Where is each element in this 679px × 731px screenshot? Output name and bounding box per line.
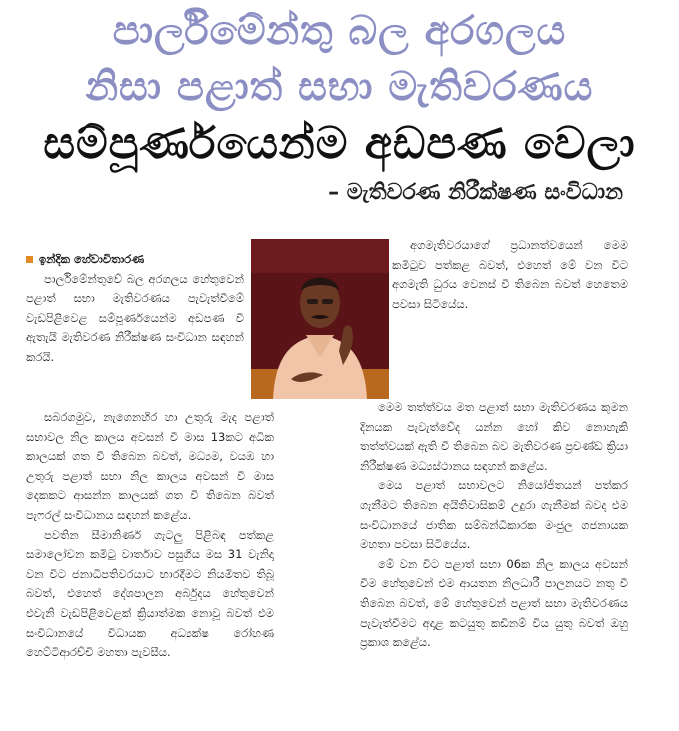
paragraph: මෙම තත්ත්වය මත පළාත් සභා මැතිවරණය කුමන දිනයක පැවැත්වේද යන්න හෝ කිව නොහැකි තත්ත්වයක් ඇති වී තිබෙන බව මැතිවරණ ප්‍රචණ්ඩ ක්‍රියා නිරීක්ෂණ මධ්‍යස්ථානය සඳහන් කළේය.	[360, 400, 628, 473]
column-1-lower	[26, 408, 274, 663]
byline: – මැතිවරණ නිරීක්ෂණ සංවිධාන	[328, 180, 623, 205]
author-marker-icon	[26, 256, 33, 263]
headline-line-3: සම්පූර්ණයෙන්ම අඩපණ වෙලා	[43, 118, 636, 169]
paragraph: අගමැතිවරයාගේ ප්‍රධානත්වයෙන් මෙම කමිටුව පත්කළ බවත්, එහෙත් මේ වන විට අගමැති ධුරය වෙනස් වී තිබෙන බවත් හෙතෙම පවසා සිටියේය.	[392, 238, 628, 311]
headline-line-1: පාර්ලිමේන්තු බල අරගලය	[112, 8, 567, 54]
paragraph: පවතින සීමානිර්ණ ගැටලු පිළිබඳ පත්කළ සමාලෝචන කමිටු වාර්තාව පසුගිය මස 31 වැනිදා වන විට ජනාධිපතිවරයාට භාරදීමට නියමිතව තිබූ බවත්, එහෙත් දේශපාලන අර්බුදය හේතුවෙන් එවැනි වැඩපිළිවෙළක් ක්‍රියාත්මක නොවූ බවත් එම සංවිධානයේ විධායක අධ්‍යක්ෂ රෝහණ හෙට්ටිආරච්චි මහතා පැවසීය.	[26, 527, 274, 660]
paragraph: සබරගමුව, නැගෙනහිර හා උතුරු මැද පළාත් සභාවල නිල කාලය අවසන් වී මාස 13කට අධික කාලයක් ගත වී තිබෙන බවත්, මධ්‍යම, වයඹ හා උතුරු පළාත් සභා නිල කාලය අවසන් වී මාස දෙකකට ආසන්න කාලයක් ගත වී තිබෙන බවත් පැෆරල් සංවිධානය සඳහන් කළේය.	[26, 410, 274, 522]
paragraph: පාර්ලිමේන්තුවේ බල අරගලය හේතුවෙන් පළාත් සභා මැතිවරණය පැවැත්වීමේ වැඩපිළිවෙළ සම්පූර්ණයෙන්ම අඩපණ වී ඇතැයි මැතිවරණ නිරීක්ෂණ සංවිධාන සඳහන් කරයි.	[26, 271, 244, 364]
paragraph: මේ වන විට පළාත් සභා 06ක නිල කාලය අවසන් වීම හේතුවෙන් එම ආයතන නිලධාරී පාලනයට නතු වී තිබෙන බවත්, මේ හේතුවෙන් පළාත් සභා මැතිවරණය පැවැත්වීමට අදාළ කටයුතු කඩිනම් විය යුතු බවත් ඔහු ප්‍රකාශ කළේය.	[360, 556, 628, 650]
column-2-lower	[360, 398, 628, 653]
portrait-photo	[251, 239, 389, 399]
paragraph: මෙය පළාත් සභාවලට නියෝජිතයන් පත්කර ගැනීමට තිබෙන අයිතිවාසිකම් උදුරා ගැනීමක් බවද එම සංවිධානයේ ජාතික සම්බන්ධීකාරක මංජුල ගජනායක මහතා පවසා සිටියේය.	[360, 478, 628, 552]
column-1	[26, 250, 244, 368]
headline-line-2: නිසා පළාත් සභා මැතිවරණය	[85, 64, 594, 110]
column-2	[392, 236, 628, 314]
author-line	[26, 250, 244, 270]
author-name: ඉන්දික හේවාවිතාරණ	[39, 252, 145, 266]
person-photo-icon	[251, 239, 389, 399]
